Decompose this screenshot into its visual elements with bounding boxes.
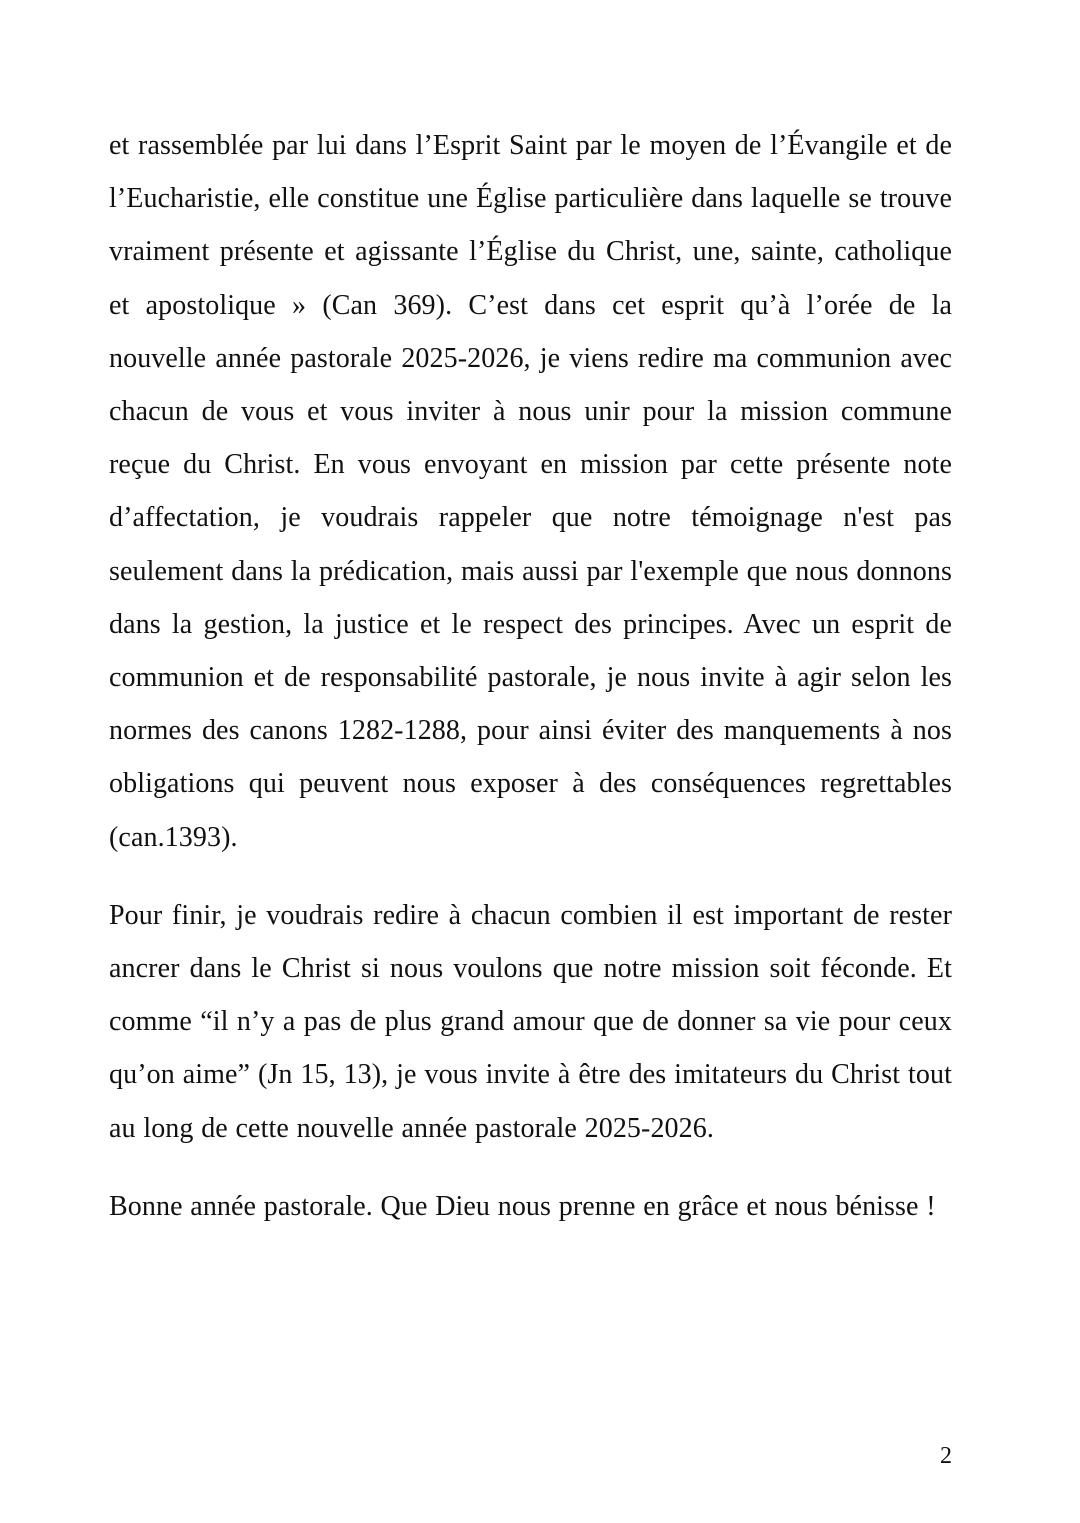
paragraph-blessing: Bonne année pastorale. Que Dieu nous prenne en grâce et nous bénisse ! [109, 1190, 936, 1222]
document-body [109, 119, 952, 1233]
paragraph-closing-exhortation: Pour finir, je voudrais redire à chacun combien il est important de rester ancrer dans le Christ si nous voulons que notre mission soit féconde. Et comme “il n’y a pas de plus grand amour que de donner sa vie pour ceux qu’on aime” (Jn 15, 13), je vous invite à être des imitateurs du Christ tout au long de cette nouvelle année pastorale 2025-2026. [109, 899, 952, 1144]
paragraph-continuation: et rassemblée par lui dans l’Esprit Saint par le moyen de l’Évangile et de l’Eucharistie, elle constitue une Église particulière dans laquelle se trouve vraiment présente et agissante l’Église du Christ, une, sainte, catholique et apostolique » (Can 369). C’est dans cet esprit qu’à l’orée de la nouvelle année pastorale 2025-2026, je viens redire ma communion avec chacun de vous et vous inviter à nous unir pour la mission commune reçue du Christ. En vous envoyant en mission par cette présente note d’affectation, je voudrais rappeler que notre témoignage n'est pas seulement dans la prédication, mais aussi par l'exemple que nous donnons dans la gestion, la justice et le respect des principes. Avec un esprit de communion et de responsabilité pastorale, je nous invite à agir selon les normes des canons 1282-1288, pour ainsi éviter des manquements à nos obligations qui peuvent nous exposer à des conséquences regrettables (can.1393). [109, 130, 952, 853]
page-number: 2 [940, 1443, 952, 1469]
